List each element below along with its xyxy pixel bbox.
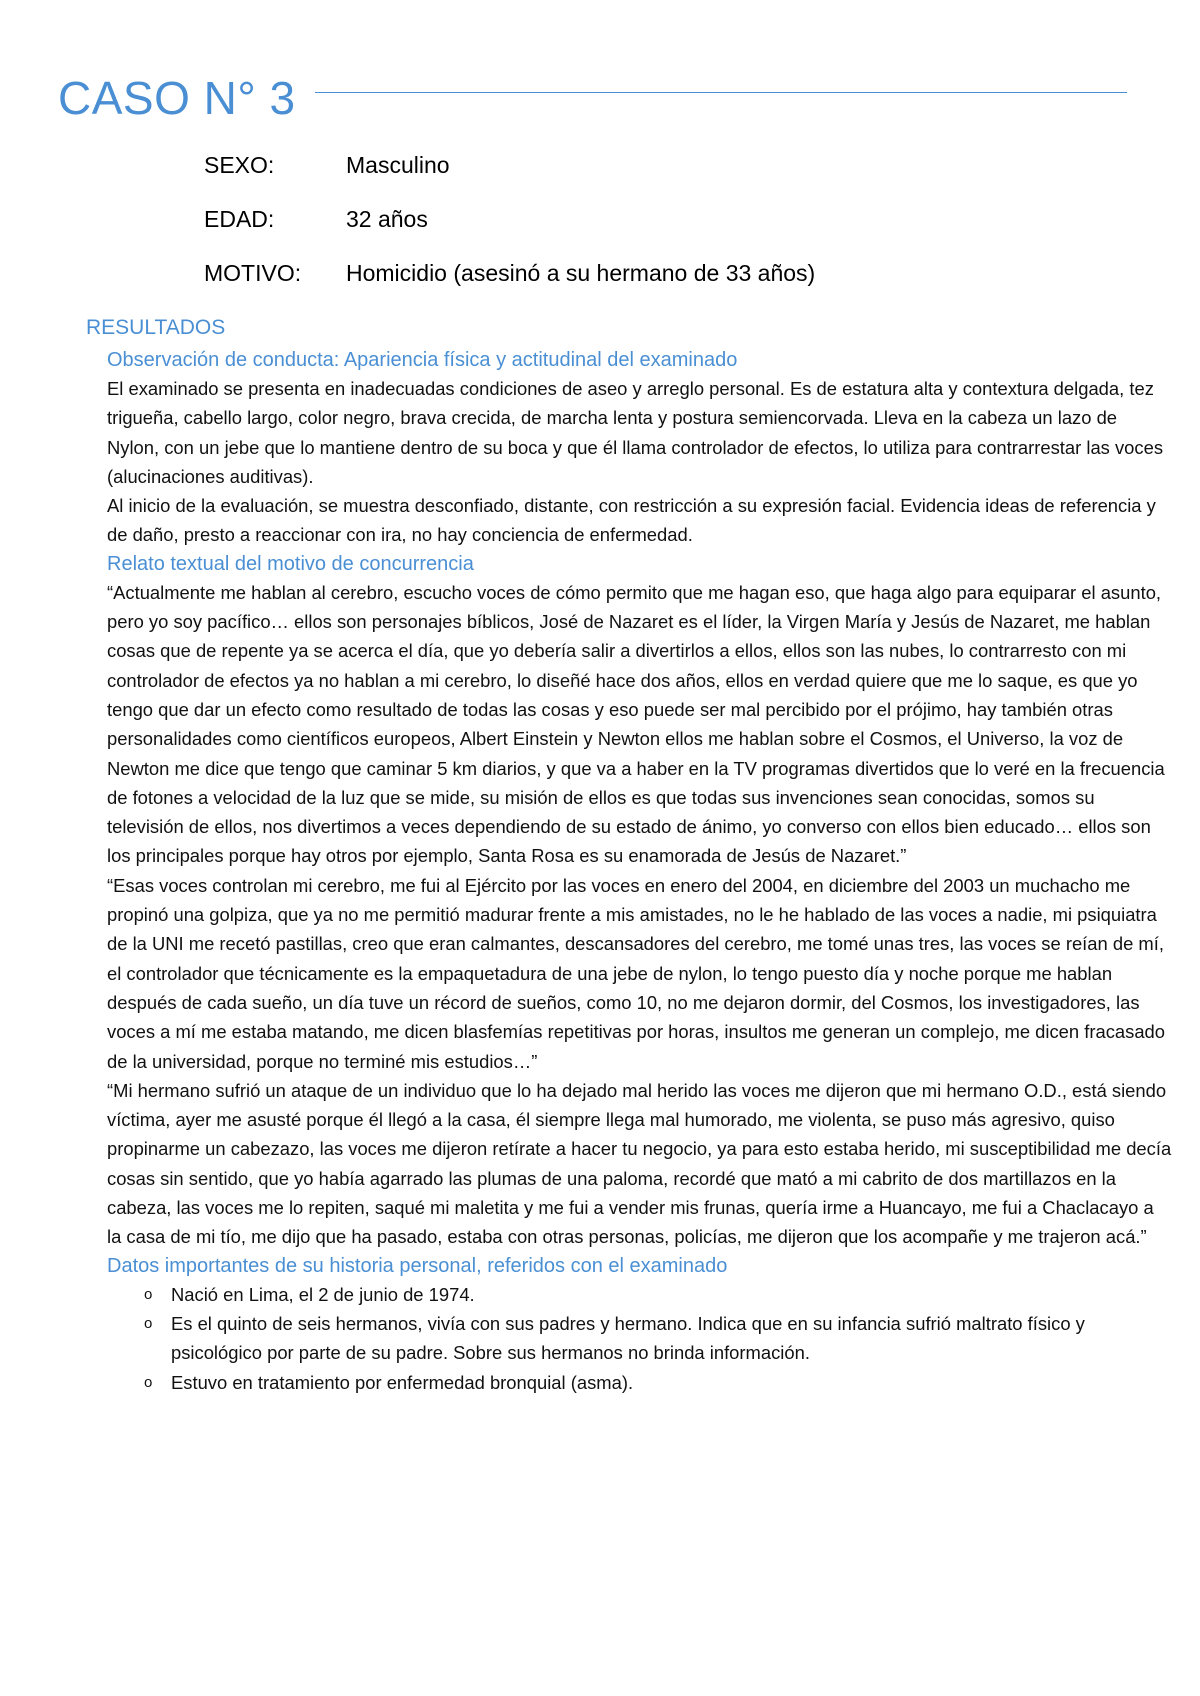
historia-list bbox=[107, 1280, 1172, 1397]
list-item bbox=[107, 1309, 1172, 1368]
bullet-marker: o bbox=[144, 1373, 153, 1391]
relato-paragraph: “Actualmente me hablan al cerebro, escucho voces de cómo permito que me hagan eso, que haga algo para equiparar el asunto, pero yo soy pacífico… ellos son personajes bíblicos, José de Nazaret es el líder, la Virgen María y Jesús de Nazaret, me hablan cosas que de repente ya se acerca el día, que yo debería salir a divertirlos a ellos, ellos son las nubes, lo contrarresto con mi controlador de efectos ya no hablan a mi cerebro, lo diseñé hace dos años, ellos en verdad quiere que me lo saque, es que yo tengo que dar un efecto como resultado de todas las cosas y eso puede ser mal percibido por el prójimo, hay también otras personalidades como científicos europeos, Albert Einstein y Newton ellos me hablan sobre el Cosmos, el Universo, la voz de Newton me dice que tengo que caminar 5 km diarios, y que va a haber en la TV programas divertidos que lo veré en la frecuencia de fotones a velocidad de la luz que se mide, su misión de ellos es que todas sus invenciones sean conocidas, somos su televisión de ellos, nos divertimos a veces dependiendo de su estado de ánimo, yo converso con ellos bien educado… ellos son los principales porque hay otros por ejemplo, Santa Rosa es su enamorada de Jesús de Nazaret.” bbox=[107, 581, 1165, 867]
list-item bbox=[107, 1280, 1172, 1309]
observation-paragraph: El examinado se presenta en inadecuadas condiciones de aseo y arreglo personal. Es de estatura alta y contextura delgada, tez trigueña, cabello largo, color negro, brava crecida, de marcha lenta y postura semiencorvada. Lleva en la cabeza un lazo de Nylon, con un jebe que lo mantiene dentro de su boca y que él llama controlador de efectos, lo utiliza para contrarrestar las voces (alucinaciones auditivas). bbox=[107, 378, 1164, 487]
results-heading: RESULTADOS bbox=[86, 316, 226, 339]
list-item-text: Estuvo en tratamiento por enfermedad bronquial (asma). bbox=[171, 1371, 634, 1393]
fact-label: MOTIVO: bbox=[204, 260, 302, 286]
relato-heading: Relato textual del motivo de concurrencia bbox=[107, 552, 474, 575]
relato-paragraph: “Mi hermano sufrió un ataque de un individuo que lo ha dejado mal herido las voces me dijeron que mi hermano O.D., está siendo víctima, ayer me asusté porque él llegó a la casa, él siempre llega mal humorado, me violenta, se puso más agresivo, quiso propinarme un cabezazo, las voces me dijeron retírate a hacer tu negocio, ya para esto estaba herido, mi susceptibilidad me decía cosas sin sentido, que yo había agarrado las plumas de una paloma, recordé que mató a mi cabrito de dos martillazos en la cabeza, las voces me lo repiten, saqué mi maletita y me fui a vender mis frunas, quería irme a Huancayo, me fui a Chaclacayo a la casa de mi tío, me dijo que ha pasado, estaba con otras personas, policías, me dijeron que los acompañe y me trajeron acá.” bbox=[107, 1079, 1172, 1248]
observation-heading: Observación de conducta: Apariencia física y actitudinal del examinado bbox=[107, 349, 738, 371]
list-item-text: Es el quinto de seis hermanos, vivía con sus padres y hermano. Indica que en su infancia sufrió maltrato físico y psicológico por parte de su padre. Sobre sus hermanos no brinda información. bbox=[171, 1312, 1085, 1364]
fact-label: EDAD: bbox=[204, 206, 275, 232]
fact-value: Homicidio (asesinó a su hermano de 33 años) bbox=[346, 260, 816, 286]
list-item bbox=[107, 1368, 1172, 1397]
list-item-text: Nació en Lima, el 2 de junio de 1974. bbox=[171, 1283, 475, 1305]
bullet-marker: o bbox=[144, 1285, 153, 1303]
bullet-marker: o bbox=[144, 1314, 153, 1332]
results-content bbox=[107, 346, 1172, 1397]
title-rule bbox=[315, 92, 1127, 93]
relato-paragraph: “Esas voces controlan mi cerebro, me fui al Ejército por las voces en enero del 2004, en diciembre del 2003 un muchacho me propinó una golpiza, que ya no me permitió madurar frente a mis amistades, no le he hablado de las voces a nadie, mi psiquiatra de la UNI me recetó pastillas, creo que eran calmantes, descansadores del cerebro, me tomé unas tres, las voces se reían de mí, el controlador que técnicamente es la empaquetadura de una jebe de nylon, lo tengo puesto día y noche porque me hablan después de cada sueño, un día tuve un récord de sueños, como 10, no me dejaron dormir, del Cosmos, los investigadores, las voces a mí me estaba matando, me dicen blasfemías repetitivas por horas, insultos me generan un complejo, me dicen fracasado de la universidad, porque no terminé mis estudios…” bbox=[107, 874, 1166, 1072]
fact-value: 32 años bbox=[346, 206, 428, 232]
fact-label: SEXO: bbox=[204, 152, 275, 178]
fact-value: Masculino bbox=[346, 152, 450, 178]
title-row bbox=[58, 68, 1128, 128]
historia-heading: Datos importantes de su historia personal, referidos con el examinado bbox=[107, 1254, 728, 1277]
case-title: CASO N° 3 bbox=[58, 72, 296, 124]
observation-paragraph: Al inicio de la evaluación, se muestra desconfiado, distante, con restricción a su expresión facial. Evidencia ideas de referencia y de daño, presto a reaccionar con ira, no hay conciencia de enfermedad. bbox=[107, 495, 1156, 546]
